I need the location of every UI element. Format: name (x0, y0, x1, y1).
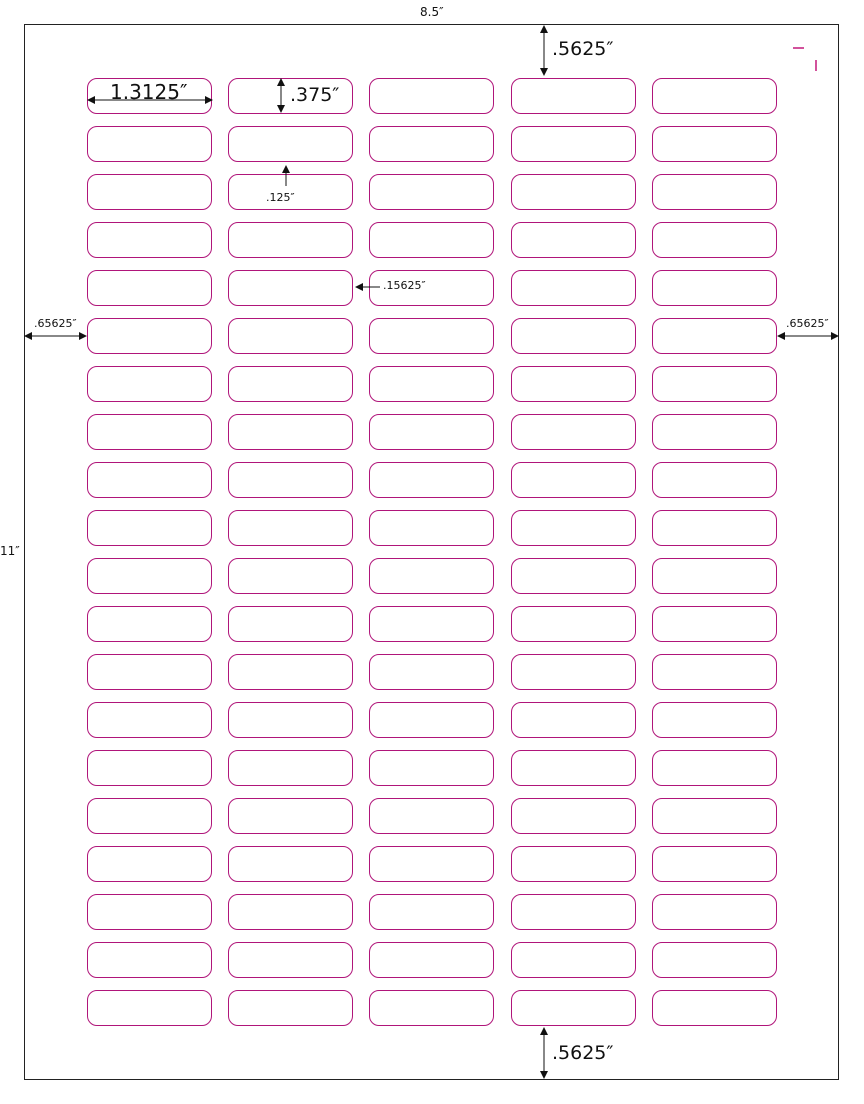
label-cell (228, 846, 353, 882)
label-cell (87, 222, 212, 258)
label-cell (87, 990, 212, 1026)
label-cell (652, 702, 777, 738)
label-cell (87, 462, 212, 498)
label-cell (228, 510, 353, 546)
label-cell (652, 558, 777, 594)
label-cell (228, 270, 353, 306)
label-cell (87, 846, 212, 882)
label-cell (511, 606, 636, 642)
label-cell (369, 750, 494, 786)
label-cell (228, 702, 353, 738)
label-cell (511, 846, 636, 882)
label-cell (369, 702, 494, 738)
label-cell (87, 174, 212, 210)
label-cell (369, 318, 494, 354)
top-margin-label: .5625″ (552, 38, 614, 60)
label-cell (369, 894, 494, 930)
label-cell (369, 654, 494, 690)
label-cell (369, 174, 494, 210)
label-cell (652, 366, 777, 402)
label-cell (652, 414, 777, 450)
label-cell (652, 270, 777, 306)
label-cell (652, 462, 777, 498)
label-cell (369, 126, 494, 162)
label-cell (511, 750, 636, 786)
label-cell (87, 894, 212, 930)
sheet-width-label: 8.5″ (420, 5, 444, 19)
label-cell (369, 942, 494, 978)
label-cell (369, 990, 494, 1026)
horizontal-gap-label: .15625″ (383, 279, 426, 292)
label-cell (652, 318, 777, 354)
label-cell (87, 414, 212, 450)
label-cell (87, 942, 212, 978)
label-cell (369, 414, 494, 450)
label-height-label: .375″ (290, 84, 340, 106)
label-cell (228, 414, 353, 450)
label-cell (511, 126, 636, 162)
label-cell (87, 798, 212, 834)
label-cell (652, 510, 777, 546)
label-cell (511, 414, 636, 450)
label-cell (228, 942, 353, 978)
label-cell (511, 318, 636, 354)
label-cell (652, 78, 777, 114)
label-cell (369, 606, 494, 642)
label-cell (511, 462, 636, 498)
vertical-gap-label: .125″ (266, 191, 295, 204)
label-cell (228, 606, 353, 642)
label-cell (87, 366, 212, 402)
label-cell (87, 510, 212, 546)
label-cell (228, 318, 353, 354)
label-cell (511, 222, 636, 258)
label-cell (511, 270, 636, 306)
label-cell (87, 270, 212, 306)
label-cell (228, 366, 353, 402)
left-margin-label: .65625″ (34, 317, 77, 330)
label-cell (87, 318, 212, 354)
label-cell (87, 750, 212, 786)
label-cell (652, 654, 777, 690)
label-cell (369, 510, 494, 546)
label-cell (511, 366, 636, 402)
label-cell (228, 654, 353, 690)
label-cell (652, 126, 777, 162)
label-cell (652, 750, 777, 786)
label-cell (369, 798, 494, 834)
label-cell (369, 222, 494, 258)
label-cell (511, 942, 636, 978)
bottom-margin-label: .5625″ (552, 1042, 614, 1064)
label-cell (652, 606, 777, 642)
label-cell (369, 366, 494, 402)
label-cell (652, 894, 777, 930)
label-cell (87, 558, 212, 594)
label-cell (511, 510, 636, 546)
label-cell (228, 222, 353, 258)
sheet-height-label: 11″ (0, 544, 20, 558)
label-cell (228, 990, 353, 1026)
label-cell (369, 846, 494, 882)
label-cell (87, 126, 212, 162)
label-cell (228, 462, 353, 498)
label-cell (511, 78, 636, 114)
label-cell (87, 606, 212, 642)
label-cell (511, 990, 636, 1026)
right-margin-label: .65625″ (786, 317, 829, 330)
label-cell (228, 798, 353, 834)
label-cell (511, 798, 636, 834)
label-cell (511, 558, 636, 594)
label-cell (652, 174, 777, 210)
label-cell (87, 702, 212, 738)
label-cell (228, 894, 353, 930)
label-cell (228, 126, 353, 162)
label-width-label: 1.3125″ (110, 80, 188, 104)
label-cell (652, 942, 777, 978)
label-cell (652, 990, 777, 1026)
label-cell (369, 78, 494, 114)
label-cell (511, 654, 636, 690)
label-cell (511, 702, 636, 738)
label-cell (87, 654, 212, 690)
label-cell (511, 894, 636, 930)
label-cell (652, 798, 777, 834)
label-cell (652, 222, 777, 258)
label-cell (511, 174, 636, 210)
label-cell (652, 846, 777, 882)
label-cell (228, 750, 353, 786)
label-cell (369, 462, 494, 498)
label-cell (369, 558, 494, 594)
label-cell (228, 558, 353, 594)
